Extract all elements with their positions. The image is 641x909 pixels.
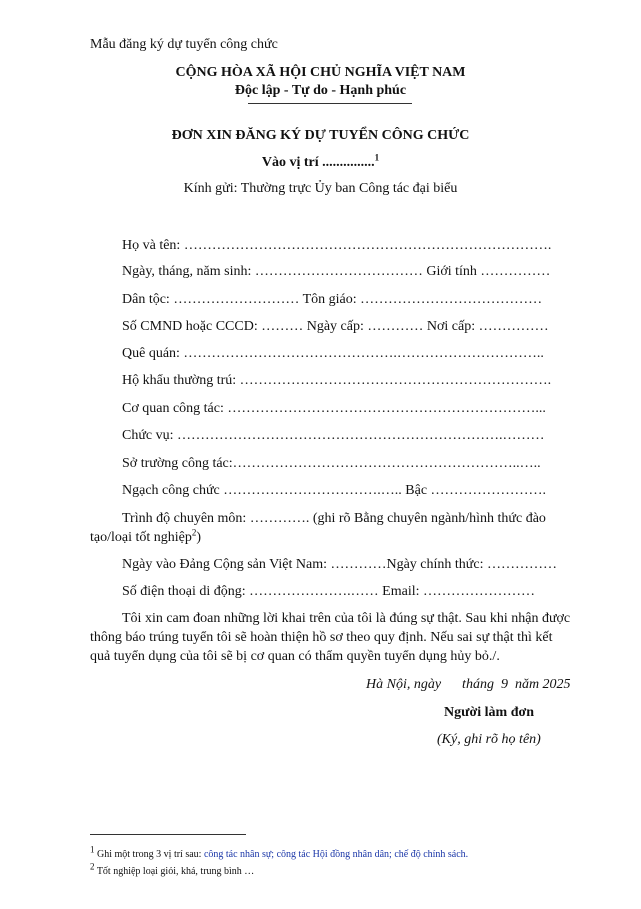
form-header: Mẫu đăng ký dự tuyển công chức bbox=[90, 37, 278, 52]
field-qualification-cont bbox=[90, 527, 202, 546]
pledge-line-3: quả tuyển dụng của tôi sẽ bị cơ quan có thẩm quyền tuyển dụng hủy bỏ./. bbox=[90, 649, 500, 664]
footnote-ref-2: 2 bbox=[191, 527, 197, 538]
field-ethnic-religion: Dân tộc: ……………………… Tôn giáo: ………………………………… bbox=[122, 292, 543, 307]
field-name: Họ và tên: ……………………………………………………………………. bbox=[122, 238, 552, 253]
national-title: CỘNG HÒA XÃ HỘI CHỦ NGHĨA VIỆT NAM bbox=[175, 65, 466, 80]
place-date: Hà Nội, ngày tháng 9 năm 2025 bbox=[366, 677, 571, 692]
qualification-text: tạo/loại tốt nghiệp bbox=[90, 530, 192, 545]
field-workplace: Cơ quan công tác: …………………………………………………………... bbox=[122, 401, 546, 416]
signer-note: (Ký, ghi rõ họ tên) bbox=[437, 732, 541, 747]
field-party: Ngày vào Đảng Cộng sản Việt Nam: …………Ngày chính thức: …………… bbox=[122, 557, 557, 572]
field-id-card: Số CMND hoặc CCCD: ……… Ngày cấp: ………… Nơi cấp: …………… bbox=[122, 319, 549, 334]
field-position-held: Chức vụ: …………………………………………………………….……… bbox=[122, 428, 545, 443]
footnote-1-text: Ghi một trong 3 vị trí sau: bbox=[97, 849, 202, 860]
footnote-1-options: công tác nhân sự; công tác Hội đồng nhân dân; chế độ chính sách. bbox=[203, 849, 469, 860]
motto-underline bbox=[248, 103, 412, 104]
footnote-2-text: Tốt nghiệp loại giỏi, khá, trung bình … bbox=[96, 866, 255, 877]
position-text: Vào vị trí ............... bbox=[261, 155, 375, 170]
footnote-separator bbox=[90, 834, 246, 835]
position-line bbox=[0, 152, 641, 171]
recipient-line: Kính gửi: Thường trực Ủy ban Công tác đại biểu bbox=[183, 181, 458, 196]
national-motto: Độc lập - Tự do - Hạnh phúc bbox=[234, 83, 407, 98]
field-dob-gender: Ngày, tháng, năm sinh: ……………………………… Giới tính …………… bbox=[122, 264, 551, 279]
field-qualification: Trình độ chuyên môn: …………. (ghi rõ Bằng chuyên ngành/hình thức đào bbox=[122, 511, 546, 526]
field-hometown: Quê quán: ……………………………………….………………………….. bbox=[122, 346, 544, 361]
signer-title: Người làm đơn bbox=[444, 705, 535, 720]
field-phone-email: Số điện thoại di động: ………………….…… Email: …………………… bbox=[122, 584, 535, 599]
field-residence: Hộ khẩu thường trú: …………………………………………………………. bbox=[122, 373, 552, 388]
pledge-line-1: Tôi xin cam đoan những lời khai trên của tôi là đúng sự thật. Sau khi nhận được bbox=[122, 611, 571, 626]
field-strength: Sở trường công tác:……………………………………………………..….. bbox=[122, 456, 541, 471]
footnote-2-marker: 2 bbox=[90, 861, 95, 872]
footnote-2 bbox=[90, 861, 255, 877]
footnote-ref-1: 1 bbox=[374, 152, 380, 163]
footnote-1 bbox=[90, 844, 469, 860]
footnote-1-marker: 1 bbox=[90, 844, 95, 855]
document-title: ĐƠN XIN ĐĂNG KÝ DỰ TUYỂN CÔNG CHỨC bbox=[171, 128, 470, 143]
field-rank: Ngạch công chức …………………………….….. Bậc ……………………. bbox=[122, 483, 547, 498]
pledge-line-2: thông báo trúng tuyển tôi sẽ hoàn thiện hồ sơ theo quy định. Nếu sai sự thật thì kết bbox=[90, 630, 553, 645]
qualification-close: ) bbox=[196, 530, 202, 545]
